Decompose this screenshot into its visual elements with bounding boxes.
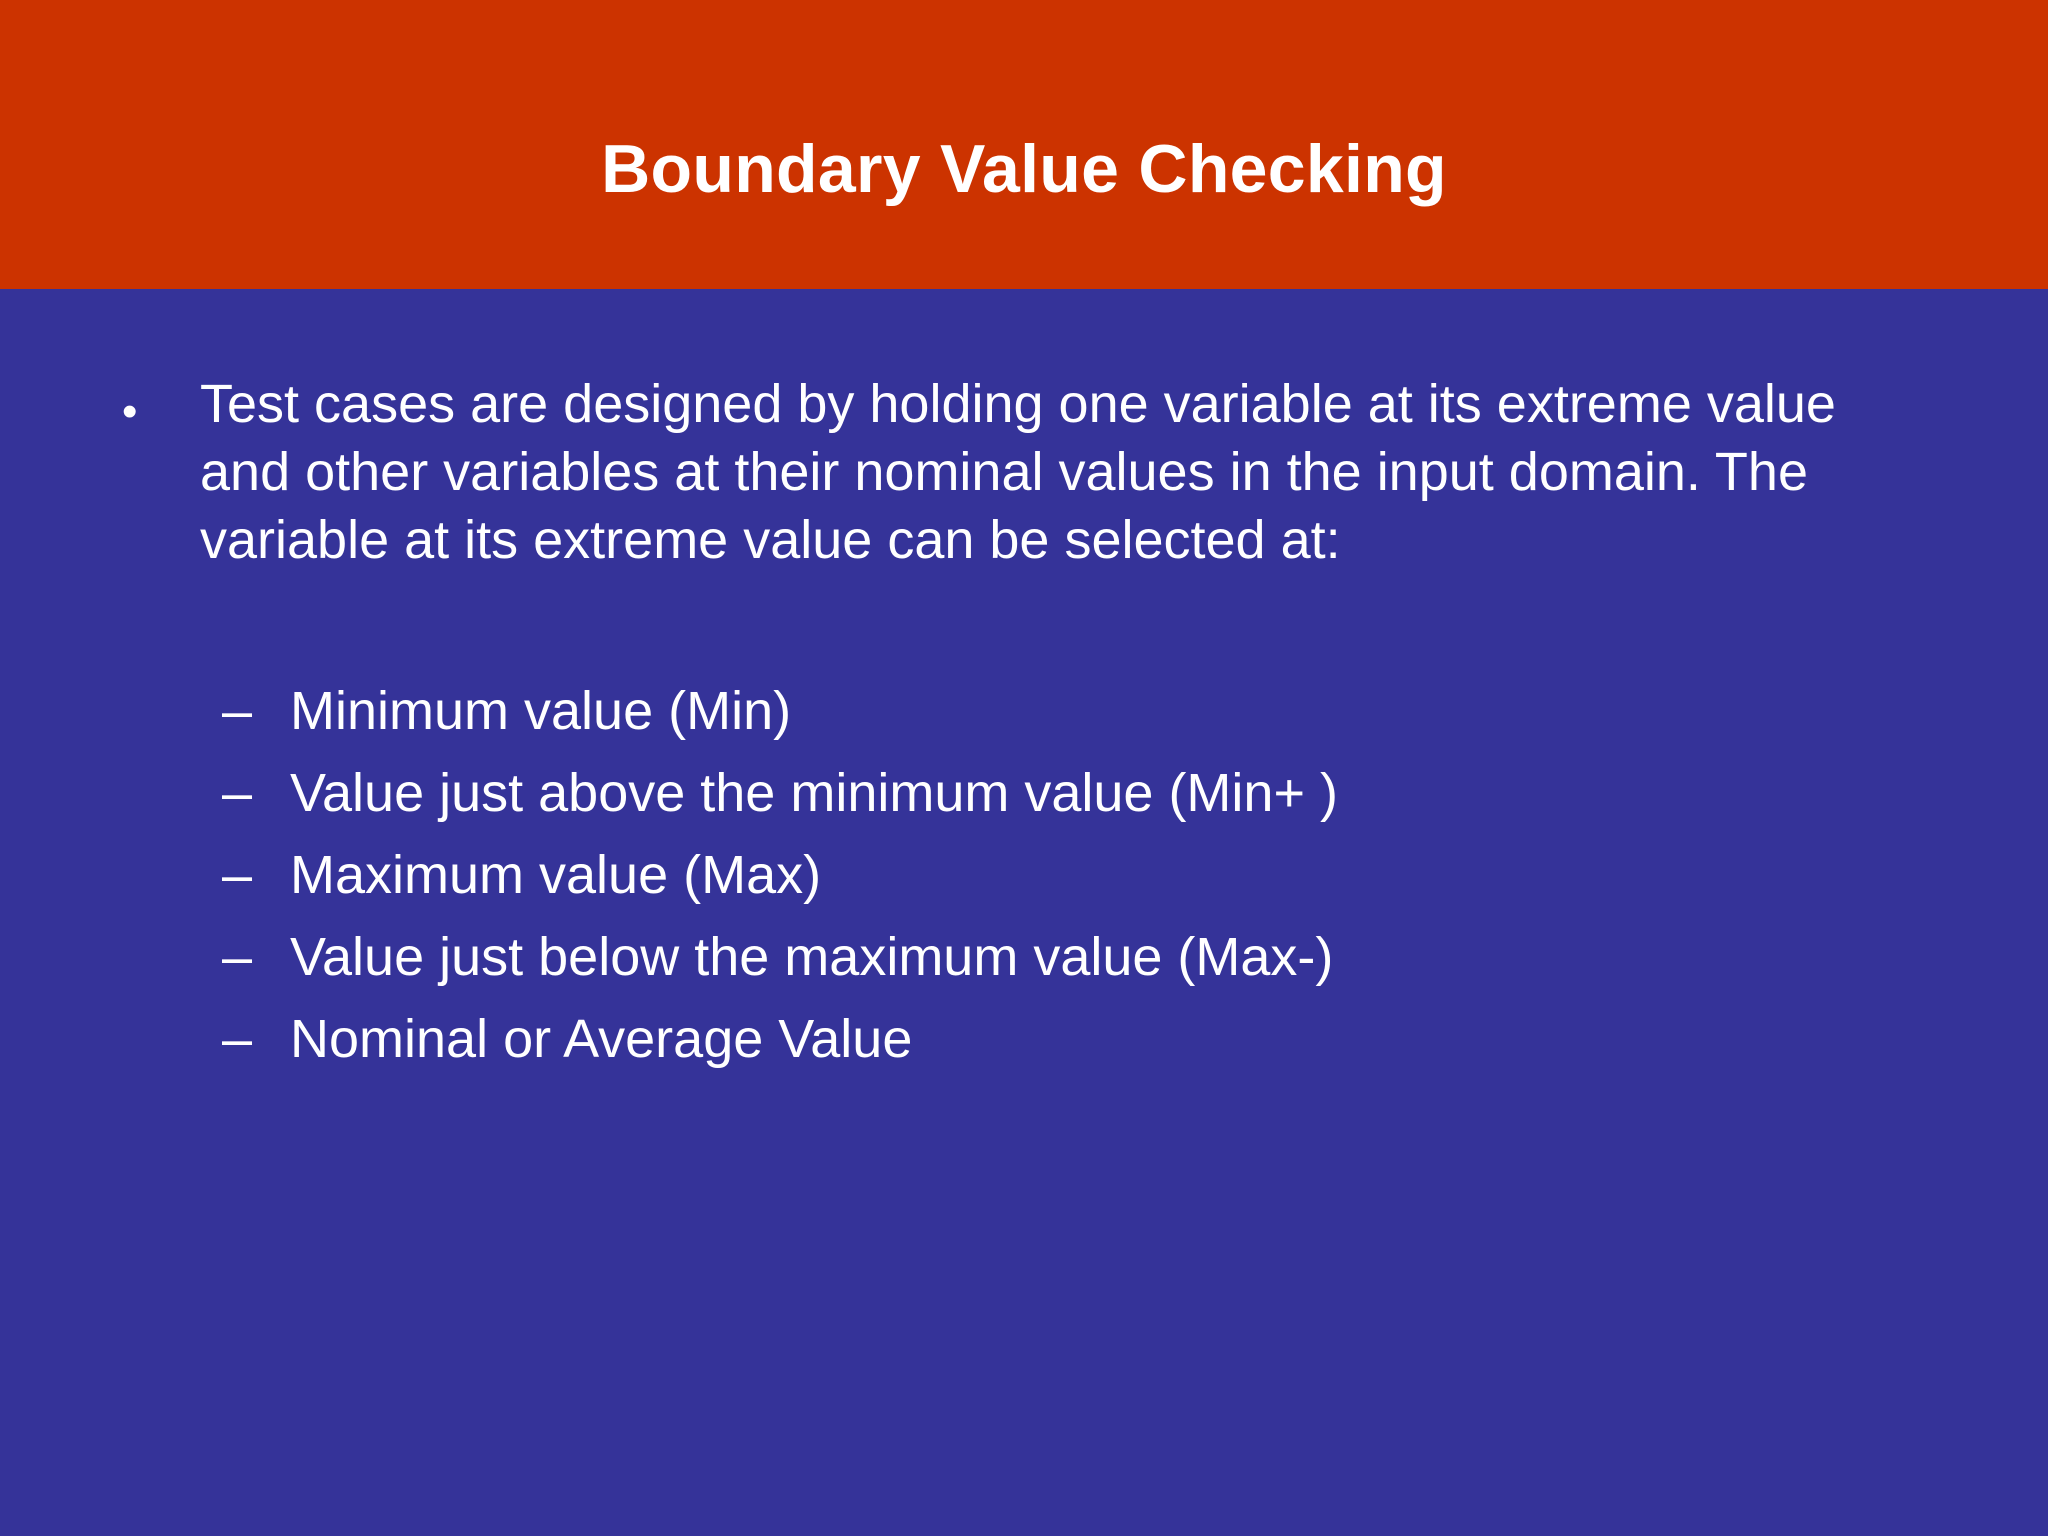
dash-icon: – xyxy=(222,1009,253,1069)
sub-bullet-label: Value just above the minimum value (Min+ ) xyxy=(290,763,1338,823)
sub-bullet-label: Minimum value (Min) xyxy=(290,681,792,741)
dash-icon: – xyxy=(222,681,253,741)
sub-bullet-item xyxy=(222,670,1822,752)
slide-title: Boundary Value Checking xyxy=(601,131,1447,207)
title-bar xyxy=(0,0,2048,289)
dash-icon: – xyxy=(222,927,253,987)
sub-bullet-label: Maximum value (Max) xyxy=(290,845,822,905)
sub-bullet-item xyxy=(222,834,1822,916)
bullet-icon: • xyxy=(122,387,138,436)
dash-icon: – xyxy=(222,845,253,905)
sub-bullet-label: Value just below the maximum value (Max-) xyxy=(290,927,1334,987)
sub-bullet-item xyxy=(222,916,1822,998)
sub-bullet-list xyxy=(222,670,1822,1080)
sub-bullet-label: Nominal or Average Value xyxy=(290,1009,913,1069)
sub-bullet-item xyxy=(222,998,1822,1080)
sub-bullet-item xyxy=(222,752,1822,834)
main-bullet-text: Test cases are designed by holding one variable at its extreme value and other variables at their nominal values in the input domain. The variable at its extreme value can be selected at: xyxy=(200,374,1836,570)
dash-icon: – xyxy=(222,763,253,823)
